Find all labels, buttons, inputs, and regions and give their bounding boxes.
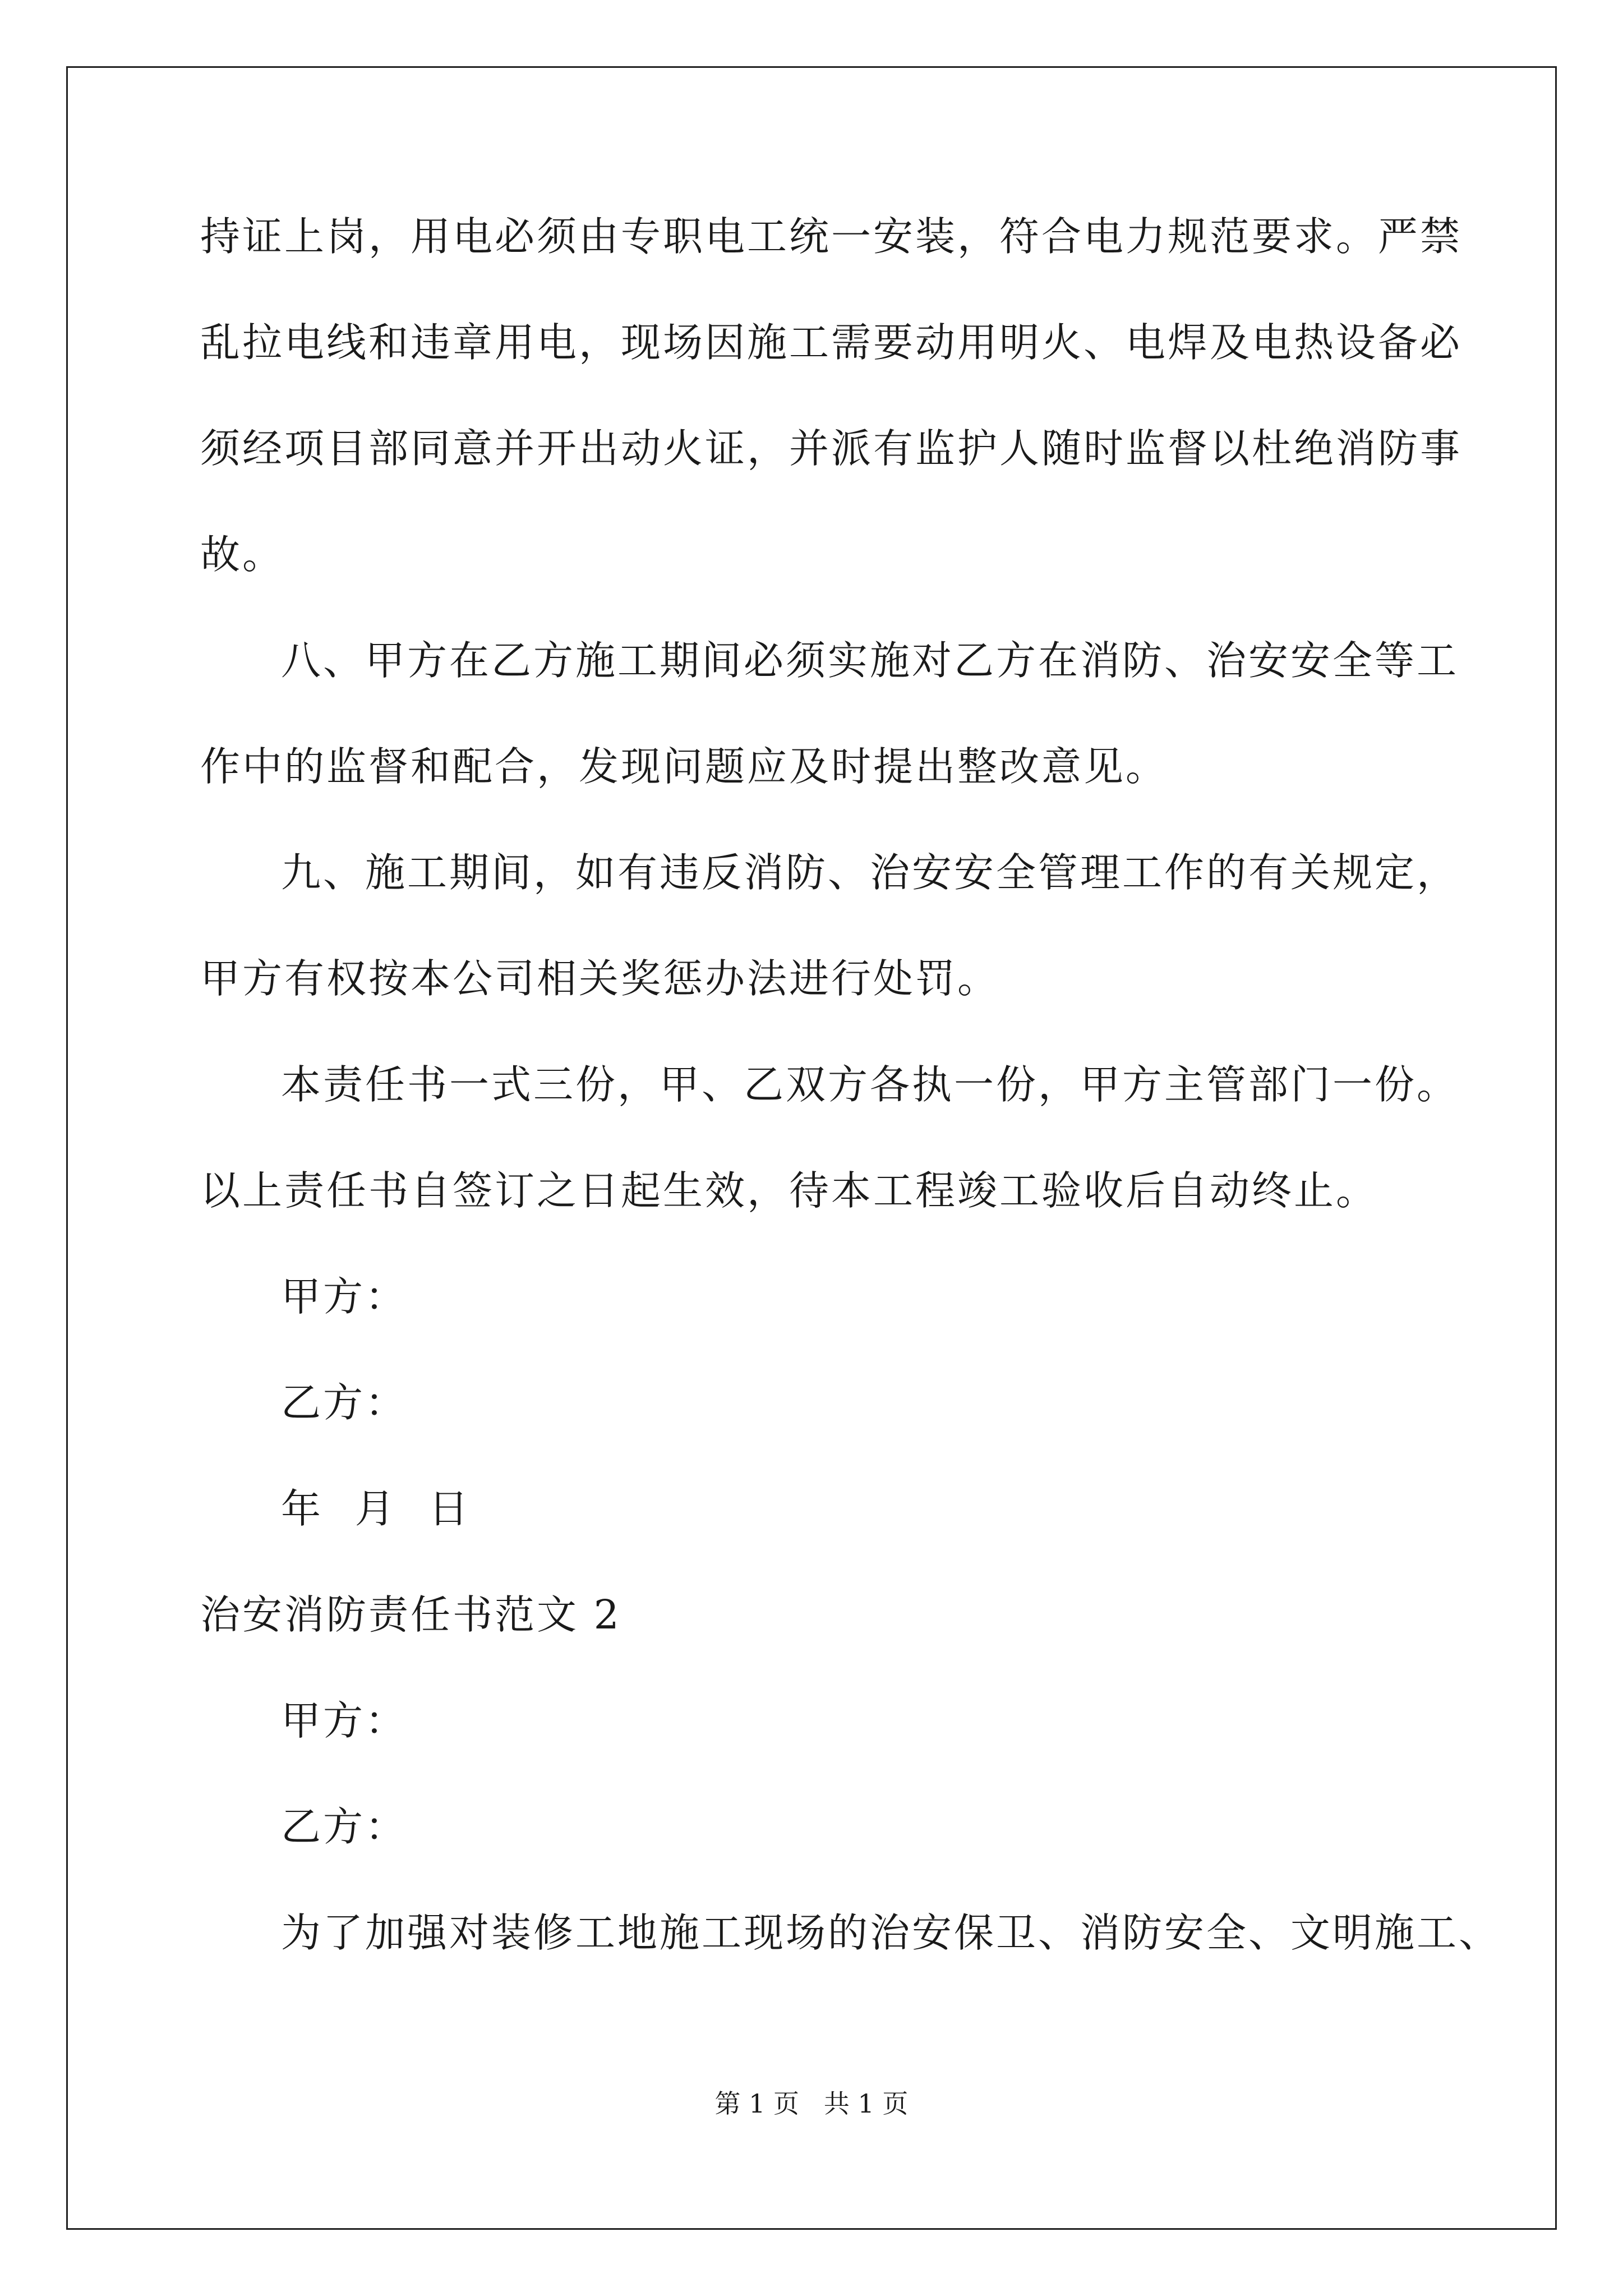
copies-clause-line: 本责任书一式三份，甲、乙双方各执一份，甲方主管部门一份。 [281,1061,1459,1108]
clause-8-line: 八、甲方在乙方施工期间必须实施对乙方在消防、治安安全等工 [281,637,1459,684]
paragraph-line: 故。 [200,531,285,578]
paragraph-line: 为了加强对装修工地施工现场的治安保卫、消防安全、文明施工、 [281,1910,1501,1956]
effective-clause-line: 以上责任书自签订之日起生效，待本工程竣工验收后自动终止。 [200,1167,1378,1214]
section-heading: 治安消防责任书范文 2 [200,1591,621,1638]
date-line: 年 月 日 [281,1485,471,1532]
page-footer: 第 1 页 共 1 页 [714,2088,909,2119]
paragraph-line: 须经项目部同意并开出动火证，并派有监护人随时监督以杜绝消防事 [200,425,1463,472]
party-a-label: 甲方： [281,1273,408,1320]
clause-9-line: 甲方有权按本公司相关奖惩办法进行处罚。 [200,955,1000,1002]
paragraph-line: 乱拉电线和违章用电，现场因施工需要动用明火、电焊及电热设备必 [200,319,1463,366]
clause-9-line: 九、施工期间，如有违反消防、治安安全管理工作的有关规定， [281,849,1459,896]
party-b-label: 乙方： [281,1379,408,1426]
party-a-label: 甲方： [281,1697,408,1744]
clause-8-line: 作中的监督和配合，发现问题应及时提出整改意见。 [200,743,1168,790]
paragraph-line: 持证上岗，用电必须由专职电工统一安装，符合电力规范要求。严禁 [200,213,1463,260]
party-b-label: 乙方： [281,1803,408,1850]
